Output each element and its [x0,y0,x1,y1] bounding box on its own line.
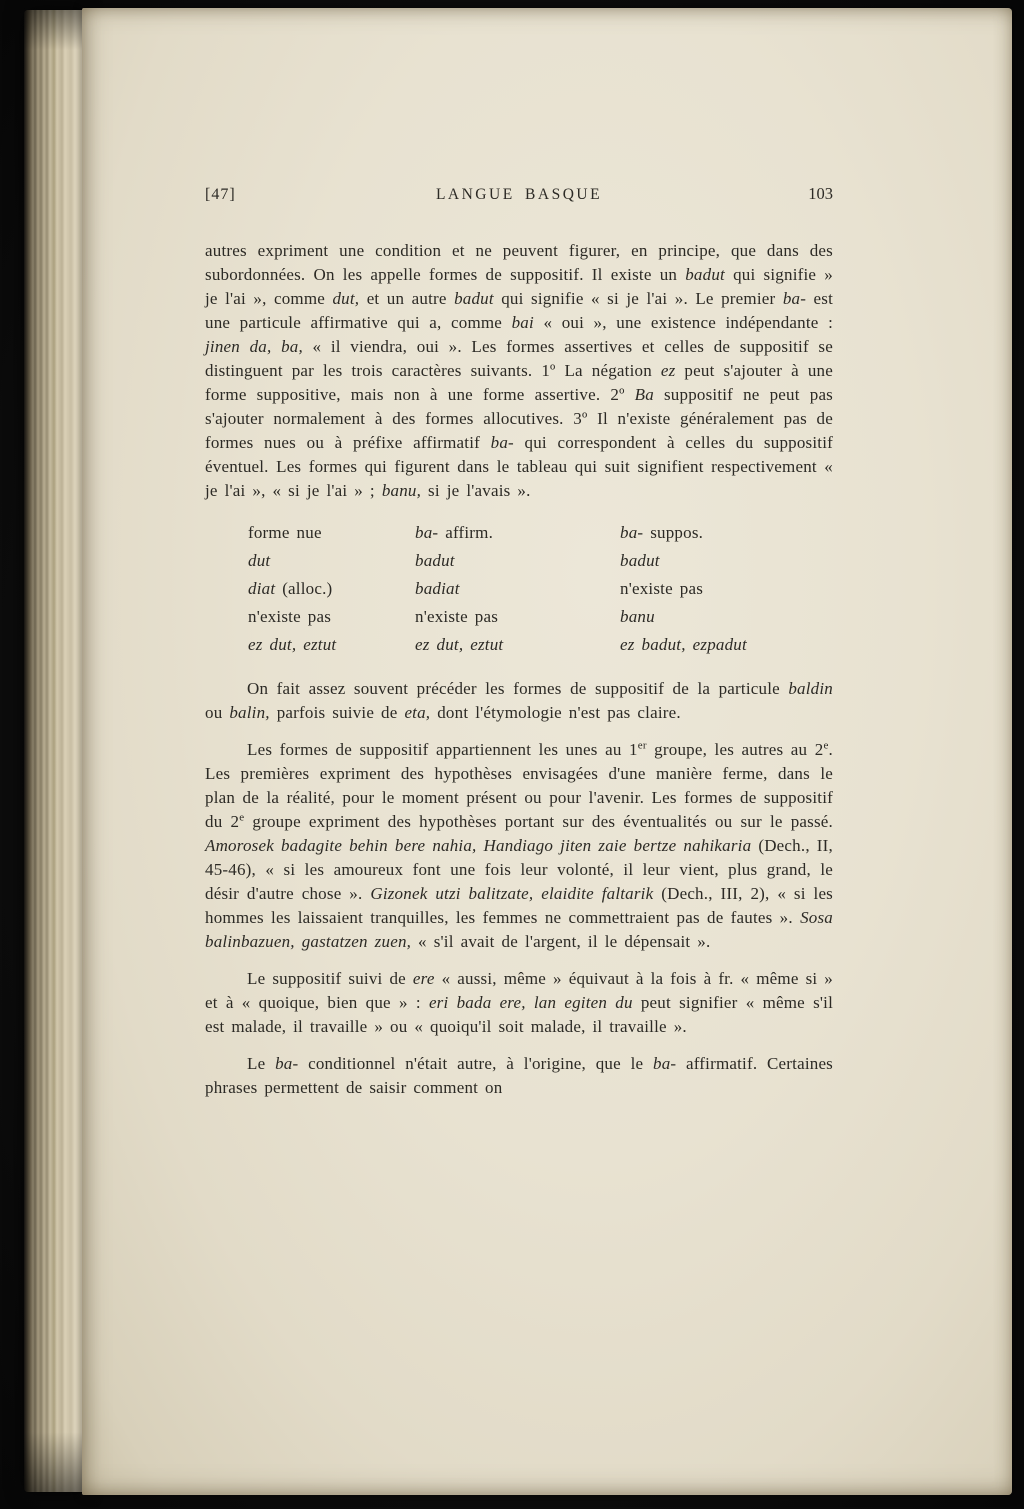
paragraph [205,677,833,725]
superscript-text: e [823,739,829,752]
italic-text: ba- [275,1054,299,1073]
text-run: . Les premières expriment des hypothèses envisagées d'une manière ferme, dans le plan de la réalité, pour le moment présent ou pour l'avenir. Les formes de suppositif du 2 [205,740,833,831]
text-block [205,184,833,1113]
italic-text: ba- [782,289,807,308]
text-run: On fait assez souvent précéder les formes de suppositif de la particule [247,679,789,698]
italic-text: ba- [415,523,439,542]
table-cell [620,519,833,547]
text-run: groupe expriment des hypothèses portant sur des éventualités ou sur le passé. [244,812,833,831]
italic-text: balin, [229,703,270,722]
text-run: est une particule affirmative qui a, comme [205,289,834,332]
text-run: « s'il avait de l'argent, il le dépensait ». [411,932,711,951]
table-row [248,547,833,575]
table-cell [620,547,833,575]
text-run: autres expriment une condition et ne peuvent figurer, en principe, que dans des subordonnées. On les appelle formes de suppositif. Il existe un [205,241,833,284]
text-run: « aussi, même » équivaut à la fois à fr. « même si » et à « quoique, bien que » : [205,969,834,1012]
italic-text: badut [685,265,725,284]
table-cell [415,575,620,603]
text-run: n'existe pas [415,607,499,626]
table-row [248,631,833,659]
text-run: n'existe pas [620,579,704,598]
text-run: n'existe pas [248,607,332,626]
italic-text: ez dut, eztut [415,635,504,654]
table-cell [248,575,415,603]
text-run: parfois suivie de [269,703,405,722]
table-cell [620,575,833,603]
text-run: qui signifie « si je l'ai ». Le premier [493,289,783,308]
text-run: « oui », une existence indépendante : [533,313,833,332]
table-cell [248,603,415,631]
paragraph [205,1052,833,1100]
text-run: conditionnel n'était autre, à l'origine, que le [298,1054,653,1073]
text-run: (Dech., III, 2), « si les hommes les laissaient tranquilles, les femmes ne commettraient pas de fautes ». [205,884,834,927]
text-run: suppositif ne peut pas s'ajouter normalement à des formes allocutives. 3º Il n'existe généralement pas de formes nues ou à préfixe affirmatif [205,385,834,452]
italic-text: ba- [490,433,514,452]
text-run: Le [247,1054,276,1073]
superscript-text: e [239,811,245,824]
table-cell [248,519,415,547]
table-cell [415,519,620,547]
table-cell [415,631,620,659]
table-cell [415,603,620,631]
text-run: (Dech., II, 45-46), « si les amoureux font une fois leur volonté, il leur vient, plus grand, le désir d'autre chose ». [205,836,833,903]
paragraph [205,239,833,503]
italic-text: dut, [332,289,360,308]
text-run: qui correspondent à celles du suppositif éventuel. Les formes qui figurent dans le tableau qui suit signifient respectivement « je l'ai », « si je l'ai » ; [205,433,833,500]
text-run: qui signifie » je l'ai », comme [205,265,833,308]
page-body [205,239,833,1100]
italic-text: ez dut, eztut [248,635,337,654]
page-number: 103 [808,184,833,203]
italic-text: badiat [415,579,460,598]
italic-text: Sosa balinbazuen, gastatzen zuen, [205,908,833,951]
text-run: groupe, les autres au 2 [646,740,824,759]
running-title: LANGUE BASQUE [435,186,603,203]
italic-text: bai [511,313,534,332]
italic-text: diat [248,579,276,598]
table-cell [620,603,833,631]
italic-text: eta, [404,703,431,722]
italic-text: Ba [634,385,654,404]
text-run: forme nue [248,523,322,542]
table-cell [415,547,620,575]
text-run: peut s'ajouter à une forme suppositive, mais non à une forme assertive. 2º [205,361,833,404]
table-cell [248,547,415,575]
italic-text: jinen da, ba, [205,337,303,356]
text-run: dont l'étymologie n'est pas claire. [430,703,681,722]
book-page-edges [24,10,84,1492]
italic-text: eri bada ere, lan egiten du [428,993,633,1012]
italic-text: ere [412,969,435,988]
verb-forms-table [248,519,833,659]
text-run: si je l'avais ». [421,481,531,500]
italic-text: baldin [788,679,833,698]
book-page [82,8,1012,1495]
text-run: Le suppositif suivi de [247,969,413,988]
italic-text: ez badut, ezpadut [620,635,747,654]
italic-text: Amorosek badagite behin bere nahia, Handiago jiten zaie bertze nahikaria [205,836,752,855]
text-run: suppos. [643,523,704,542]
italic-text: banu [620,607,655,626]
italic-text: badut [454,289,494,308]
table-cell [620,631,833,659]
text-run: affirmatif. Certaines phrases permettent de saisir comment on [205,1054,834,1097]
italic-text: dut [248,551,271,570]
text-run: et un autre [359,289,455,308]
paragraph [205,967,833,1039]
text-run: ou [205,703,230,722]
italic-text: Gizonek utzi balitzate, elaidite faltarik [370,884,654,903]
superscript-text: er [637,739,647,752]
page-header [205,184,833,204]
text-run: (alloc.) [275,579,333,598]
table-row [248,603,833,631]
paragraph [205,738,833,954]
text-run: peut signifier « même s'il est malade, il travaille » ou « quoiqu'il soit malade, il travaille ». [205,993,834,1036]
italic-text: badut [415,551,455,570]
text-run: affirm. [438,523,494,542]
section-marker: [47] [205,186,236,203]
text-run: Les formes de suppositif appartiennent les unes au 1 [247,740,638,759]
table-row [248,519,833,547]
table-row [248,575,833,603]
italic-text: banu, [381,481,422,500]
table-cell [248,631,415,659]
text-run: « il viendra, oui ». Les formes assertives et celles de suppositif se distinguent par les trois caractères suivants. 1º La négation [205,337,833,380]
italic-text: ba- [653,1054,677,1073]
italic-text: ba- [620,523,644,542]
italic-text: badut [620,551,660,570]
italic-text: ez [660,361,676,380]
